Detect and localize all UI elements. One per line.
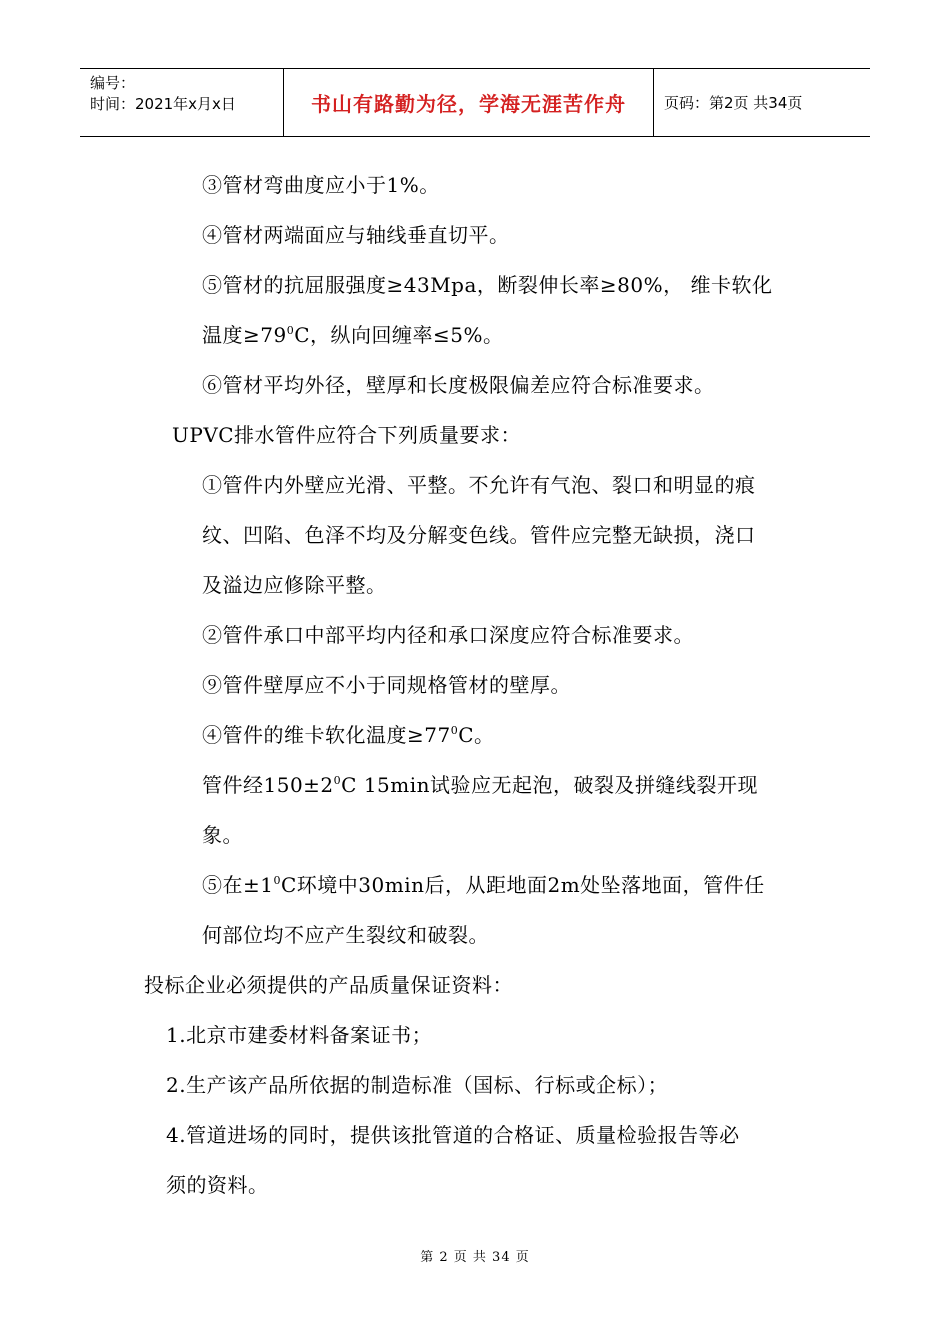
body-text: C。 (458, 723, 495, 747)
body-line (202, 772, 758, 798)
header-page-info: 页码：第2页 共34页 (664, 94, 803, 112)
document-number-label: 编号： (90, 74, 136, 92)
body-line: ⑤管材的抗屈服强度≥43Mpa，断裂伸长率≥80%， 维卡软化 (202, 273, 773, 297)
body-line: 及溢边应修除平整。 (202, 573, 387, 597)
body-line: ③管材弯曲度应小于1%。 (202, 173, 440, 197)
body-line: ⑨管件壁厚应不小于同规格管材的壁厚。 (202, 673, 571, 697)
body-line: ①管件内外壁应光滑、平整。不允许有气泡、裂口和明显的痕 (202, 473, 756, 497)
body-line: 1.北京市建委材料备案证书； (166, 1023, 433, 1047)
body-line: 何部位均不应产生裂纹和破裂。 (202, 923, 489, 947)
body-text: C，纵向回缠率≤5%。 (294, 323, 504, 347)
body-line: UPVC排水管件应符合下列质量要求： (172, 423, 522, 447)
body-text: ⑤在±1 (202, 873, 274, 897)
document-header (80, 68, 870, 137)
body-line: ⑥管材平均外径，壁厚和长度极限偏差应符合标准要求。 (202, 373, 715, 397)
body-text: 管件经150±2 (202, 773, 334, 797)
body-line: ②管件承口中部平均内径和承口深度应符合标准要求。 (202, 623, 694, 647)
body-text: C 15min试验应无起泡，破裂及拼缝线裂开现 (341, 773, 759, 797)
superscript: 0 (273, 874, 281, 887)
body-line: 投标企业必须提供的产品质量保证资料： (144, 973, 513, 997)
superscript: 0 (286, 324, 295, 337)
body-line: 象。 (202, 823, 243, 847)
superscript: 0 (450, 724, 459, 737)
header-motto: 书山有路勤为径，学海无涯苦作舟 (284, 69, 654, 136)
superscript: 0 (333, 774, 342, 787)
body-line: 须的资料。 (166, 1173, 269, 1197)
body-text: 温度≥79 (202, 323, 287, 347)
page-footer: 第 2 页 共 34 页 (420, 1250, 530, 1265)
body-line: 2.生产该产品所依据的制造标准（国标、行标或企标）； (166, 1073, 669, 1097)
body-line (202, 722, 495, 748)
body-line (202, 872, 765, 898)
body-line: 4.管道进场的同时，提供该批管道的合格证、质量检验报告等必 (166, 1123, 740, 1147)
document-date: 时间：2021年x月x日 (90, 95, 236, 113)
header-meta (80, 69, 284, 136)
body-text: ④管件的维卡软化温度≥77 (202, 723, 451, 747)
body-line: 纹、凹陷、色泽不均及分解变色线。管件应完整无缺损，浇口 (202, 523, 756, 547)
body-text: C环境中30min后，从距地面2m处坠落地面，管件任 (280, 873, 765, 897)
body-line: ④管材两端面应与轴线垂直切平。 (202, 223, 510, 247)
body-line (202, 322, 504, 348)
